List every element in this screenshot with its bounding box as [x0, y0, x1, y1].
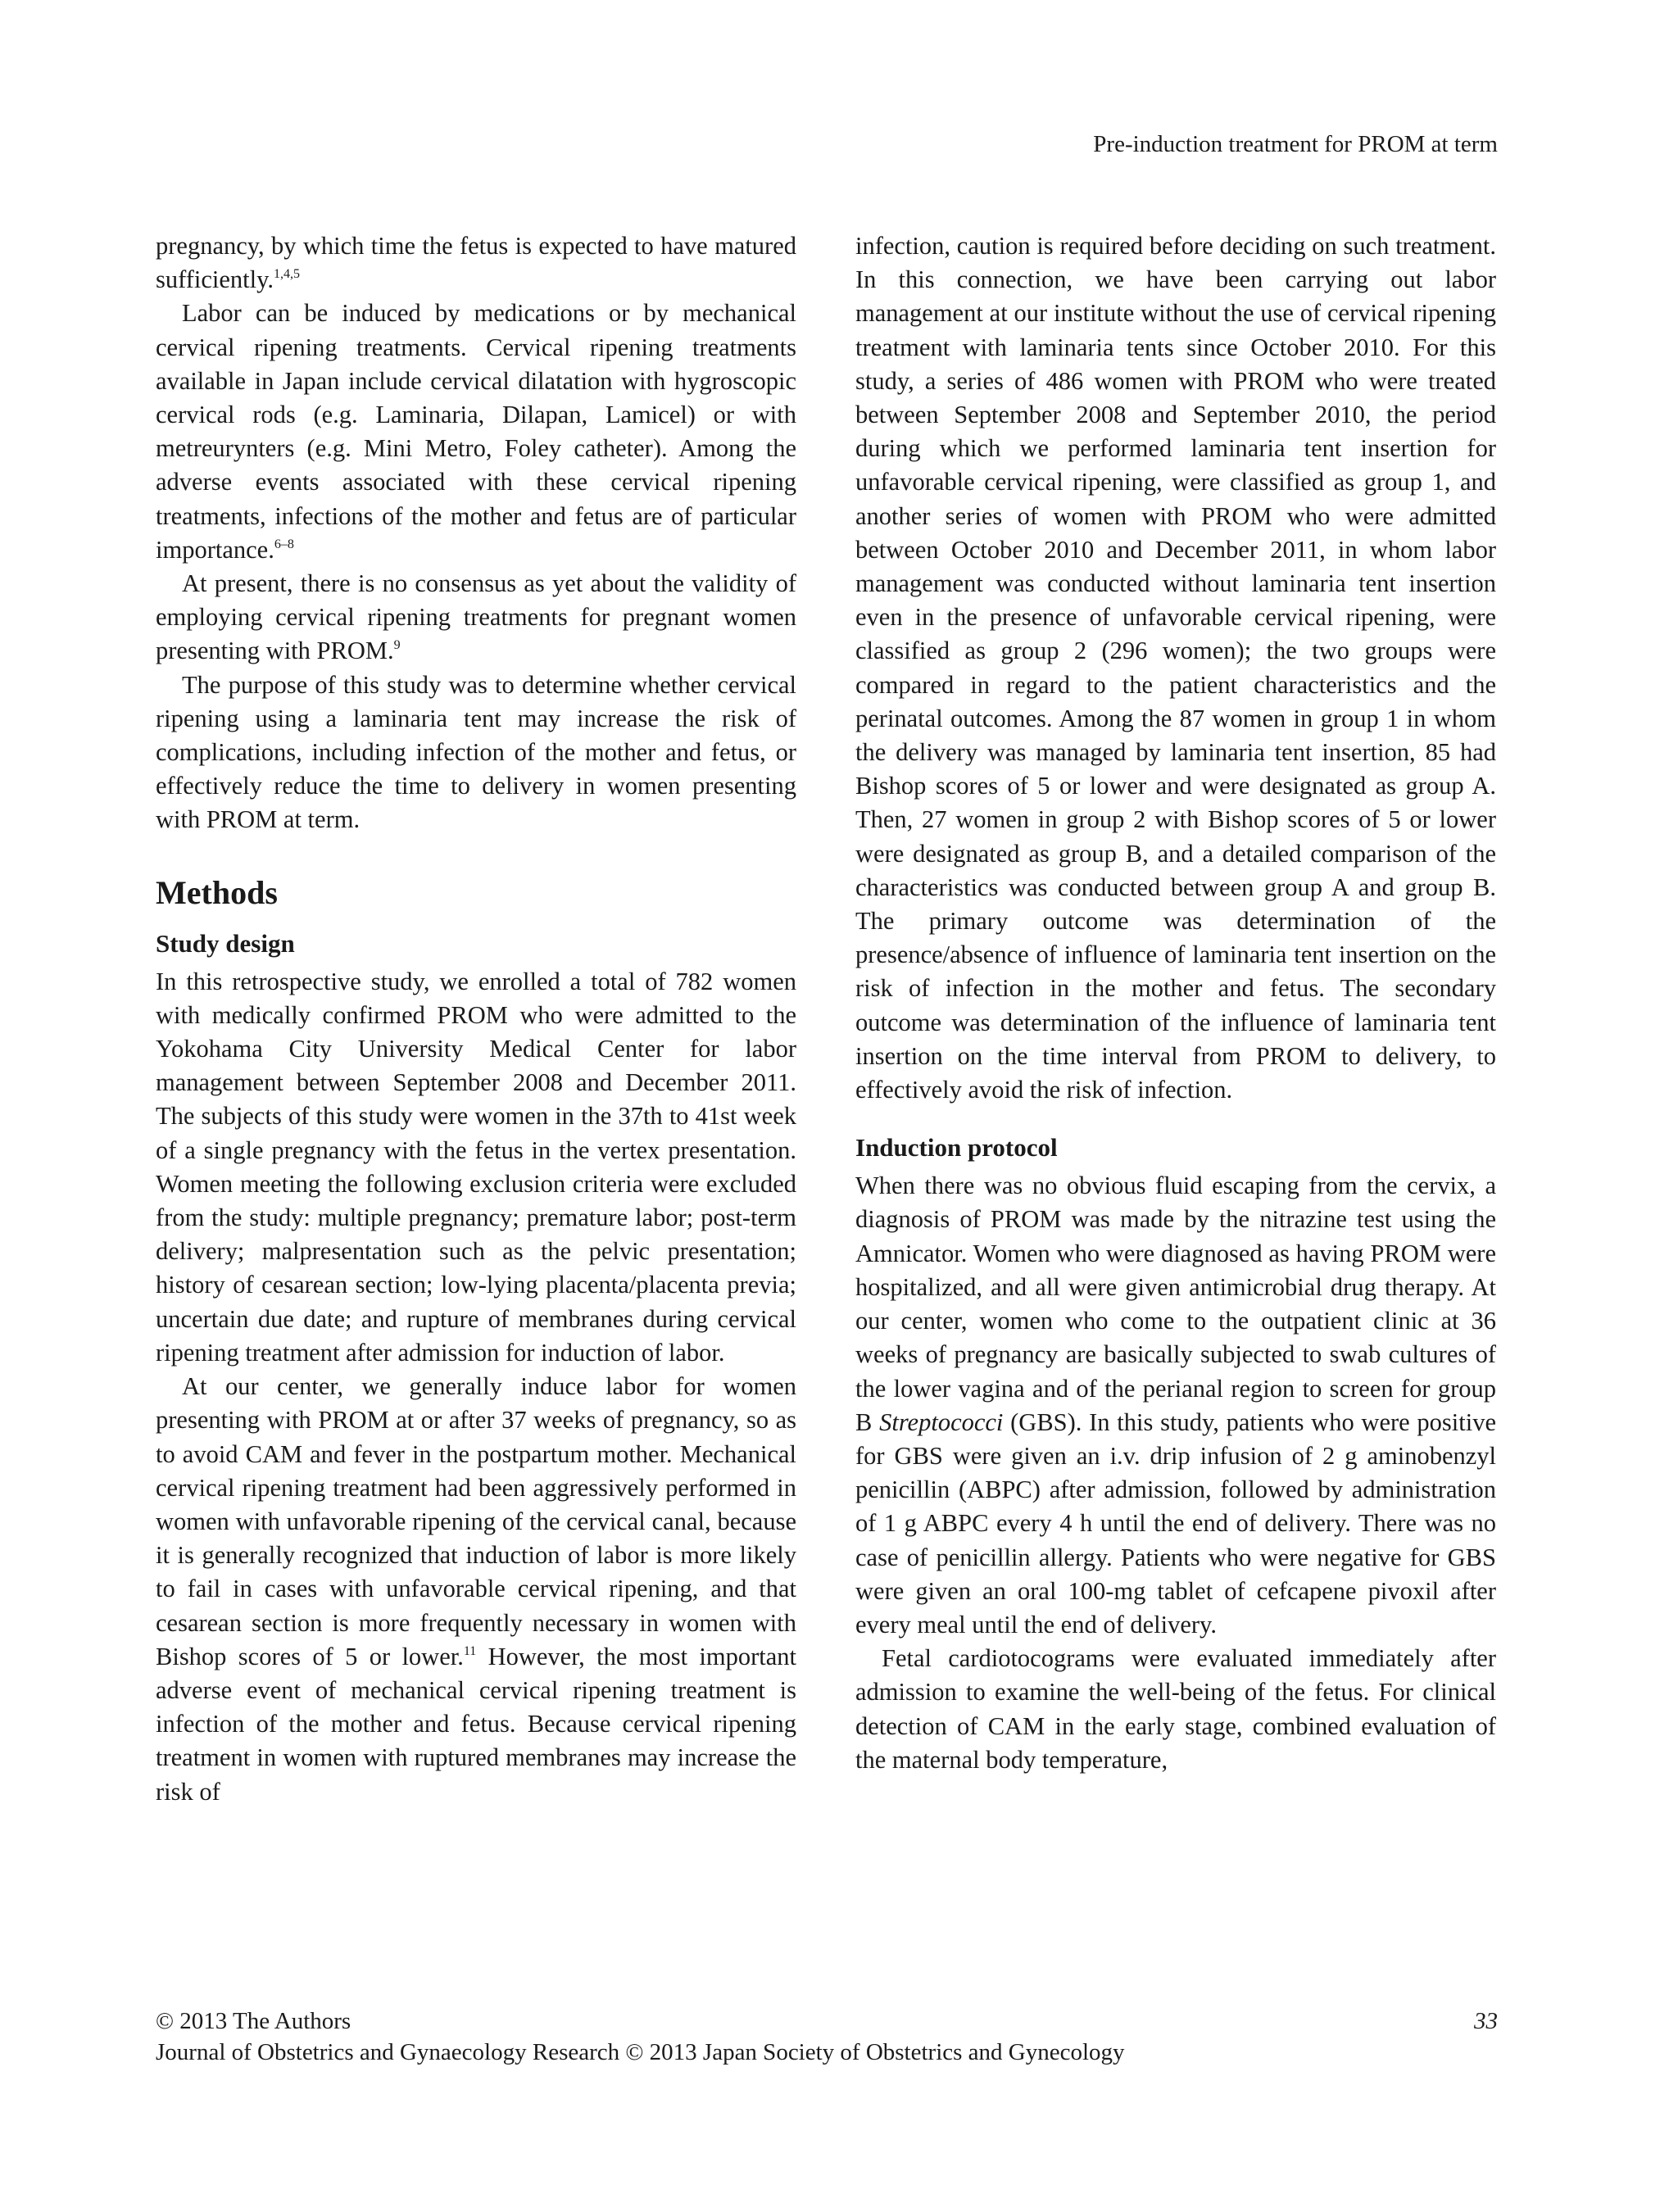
copyright-notice: © 2013 The Authors: [156, 2008, 351, 2034]
section-heading-methods: Methods: [156, 873, 278, 911]
paragraph: [855, 1169, 1496, 1642]
citation-ref: 6–8: [274, 537, 294, 551]
subsection-heading-study-design: Study design: [156, 928, 295, 958]
paragraph: [855, 229, 1496, 1107]
paragraph: [156, 297, 796, 567]
subsection-heading-induction-protocol: Induction protocol: [855, 1133, 1058, 1163]
paragraph-text: pregnancy, by which time the fetus is expected to have matured sufficiently.: [156, 232, 796, 294]
right-column: [855, 229, 1496, 1777]
italic-term: Streptococci: [879, 1407, 1004, 1436]
paragraph: [855, 1642, 1496, 1777]
paragraph-text: Labor can be induced by medications or by mechanical cervical ripening treatments. Cervical ripening treatments available in Japan include cervical dilatation with hygroscopic cervical rods (e.g. Laminaria, Dilapan, Lamicel) or with metreurynters (e.g. Mini Metro, Foley catheter). Among the adverse events associated with these cervical ripening treatments, infections of the mother and fetus are of particular importance.: [156, 299, 796, 564]
running-head: Pre-induction treatment for PROM at term: [1093, 131, 1498, 157]
left-column: [156, 229, 796, 1809]
paragraph: [156, 965, 796, 1370]
paragraph-text: Fetal cardiotocograms were evaluated immediately after admission to examine the well-being of the fetus. For clinical detection of CAM in the early stage, combined evaluation of the maternal body temperature,: [855, 1644, 1496, 1774]
paragraph: [156, 567, 796, 669]
paragraph-text: infection, caution is required before deciding on such treatment. In this connection, we have been carrying out labor management at our institute without the use of cervical ripening treatment with laminaria tents since October 2010. For this study, a series of 486 women with PROM who were treated between September 2008 and September 2010, the period during which we performed laminaria tent insertion for unfavorable cervical ripening, were classified as group 1, and another series of women with PROM who were admitted between October 2010 and December 2011, in whom labor management was conducted without laminaria tent insertion even in the presence of unfavorable cervical ripening, were classified as group 2 (296 women); the two groups were compared in regard to the patient characteristics and the perinatal outcomes. Among the 87 women in group 1 in whom the delivery was managed by laminaria tent insertion, 85 had Bishop scores of 5 or lower and were designated as group A. Then, 27 women in group 2 with Bishop scores of 5 or lower were designated as group B, and a detailed comparison of the characteristics was conducted between group A and group B. The primary outcome was determination of the presence/absence of influence of laminaria tent insertion on the risk of infection in the mother and fetus. The secondary outcome was determination of the influence of laminaria tent insertion on the time interval from PROM to delivery, to effectively avoid the risk of infection.: [855, 232, 1496, 1104]
citation-ref: 9: [393, 638, 401, 653]
paragraph-text: (GBS). In this study, patients who were positive for GBS were given an i.v. drip infusion of 2 g aminobenzyl penicillin (ABPC) after admission, followed by administration of 1 g ABPC every 4 h until the end of delivery. There was no case of penicillin allergy. Patients who were negative for GBS were given an oral 100-mg tablet of cefcapene pivoxil after every meal until the end of delivery.: [855, 1407, 1497, 1639]
paragraph-text: However, the most important adverse event of mechanical cervical ripening treatment is infection of the mother and fetus. Because cervical ripening treatment in women with ruptured membranes may increase the risk of: [156, 1642, 796, 1806]
journal-credit: Journal of Obstetrics and Gynaecology Research © 2013 Japan Society of Obstetrics and Gynecology: [156, 2039, 1125, 2065]
paragraph: [156, 669, 796, 837]
paragraph: [156, 229, 796, 297]
paragraph: [156, 1370, 796, 1809]
paragraph-text: The purpose of this study was to determine whether cervical ripening using a laminaria tent may increase the risk of complications, including infection of the mother and fetus, or effectively reduce the time to delivery in women presenting with PROM at term.: [156, 670, 796, 834]
citation-ref: 1,4,5: [274, 267, 300, 282]
paragraph-text: In this retrospective study, we enrolled a total of 782 women with medically confirmed PROM who were admitted to the Yokohama City University Medical Center for labor management between September 2008 and December 2011. The subjects of this study were women in the 37th to 41st week of a single pregnancy with the fetus in the vertex presentation. Women meeting the following exclusion criteria were excluded from the study: multiple pregnancy; premature labor; post-term delivery; malpresentation such as the pelvic presentation; history of cesarean section; low-lying placenta/placenta previa; uncertain due date; and rupture of membranes during cervical ripening treatment after admission for induction of labor.: [156, 967, 796, 1367]
paragraph-text: At present, there is no consensus as yet about the validity of employing cervical ripening treatments for pregnant women presenting with PROM.: [156, 569, 796, 665]
paragraph-text: When there was no obvious fluid escaping from the cervix, a diagnosis of PROM was made by the nitrazine test using the Amnicator. Women who were diagnosed as having PROM were hospitalized, and all were given antimicrobial drug therapy. At our center, women who come to the outpatient clinic at 36 weeks of pregnancy are basically subjected to swab cultures of the lower vagina and of the perianal region to screen for group B: [855, 1172, 1496, 1436]
paragraph-text: At our center, we generally induce labor for women presenting with PROM at or after 37 weeks of pregnancy, so as to avoid CAM and fever in the postpartum mother. Mechanical cervical ripening treatment had been aggressively performed in women with unfavorable ripening of the cervical canal, because it is generally recognized that induction of labor is more likely to fail in cases with unfavorable cervical ripening, and that cesarean section is more frequently necessary in women with Bishop scores of 5 or lower.: [156, 1372, 796, 1670]
page-number: 33: [1474, 2008, 1498, 2034]
page-footer: [156, 2006, 1498, 2068]
citation-ref: 11: [463, 1643, 477, 1658]
